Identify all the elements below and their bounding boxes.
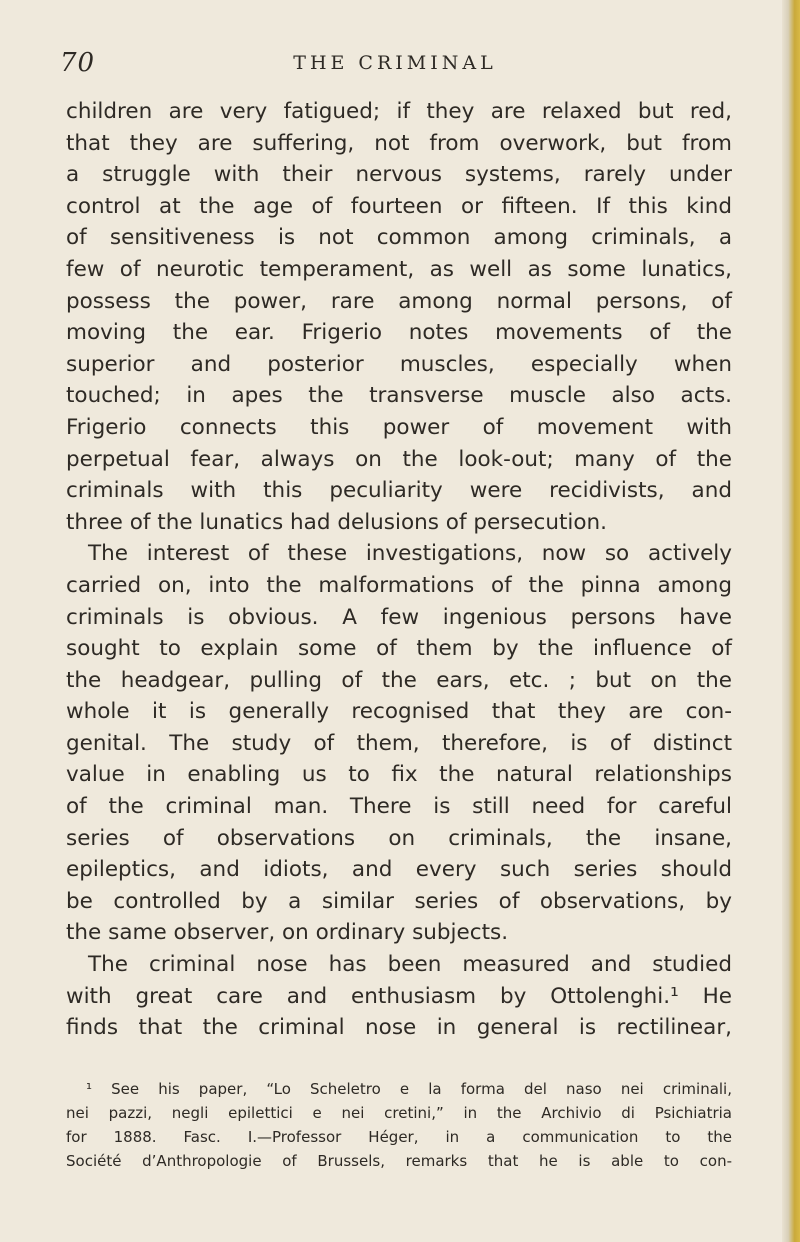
footnote-line: for 1888. Fasc. I.—Professor Héger, in a communication to the <box>66 1128 732 1146</box>
text-line: be controlled by a similar series of observations, by <box>66 888 732 914</box>
paragraph-start-line: The criminal nose has been measured and studied <box>88 952 732 978</box>
text-line: three of the lunatics had delusions of persecution. <box>66 509 607 535</box>
text-line: whole it is generally recognised that they are con- <box>66 699 732 725</box>
text-line: that they are suffering, not from overwork, but from <box>66 130 732 156</box>
text-line: a struggle with their nervous systems, rarely under <box>66 162 732 188</box>
text-line: Frigerio connects this power of movement with <box>66 414 732 440</box>
text-line: sought to explain some of them by the influence of <box>66 636 732 662</box>
footnote-line: nei pazzi, negli epilettici e nei cretini,” in the Archivio di Psichiatria <box>66 1104 732 1122</box>
footnote-line: Société d’Anthropologie of Brussels, remarks that he is able to con- <box>66 1152 732 1170</box>
text-line: superior and posterior muscles, especially when <box>66 351 732 377</box>
text-line: carried on, into the malformations of the pinna among <box>66 572 732 598</box>
text-line: criminals is obvious. A few ingenious persons have <box>66 604 732 630</box>
page-number: 70 <box>60 48 96 78</box>
footnotes <box>66 1077 732 1173</box>
text-line: moving the ear. Frigerio notes movements of the <box>66 320 732 346</box>
text-line: genital. The study of them, therefore, is of distinct <box>66 730 732 756</box>
text-line: epileptics, and idiots, and every such series should <box>66 857 732 883</box>
text-line: the same observer, on ordinary subjects. <box>66 920 509 946</box>
text-line: possess the power, rare among normal persons, of <box>66 288 732 314</box>
text-line: few of neurotic temperament, as well as some lunatics, <box>66 256 732 282</box>
running-title: THE CRIMINAL <box>293 52 497 74</box>
page-header <box>60 48 730 82</box>
text-line: finds that the criminal nose in general is rectilinear, <box>66 1015 732 1041</box>
paragraph-start-line: The interest of these investigations, now so actively <box>88 541 732 567</box>
text-line: perpetual fear, always on the look-out; many of the <box>66 446 732 472</box>
text-line: series of observations on criminals, the insane, <box>66 825 732 851</box>
text-line: value in enabling us to fix the natural relationships <box>66 762 732 788</box>
footnote-line: ¹ See his paper, “Lo Scheletro e la forma del naso nei criminali, <box>86 1080 732 1098</box>
text-line: children are very fatigued; if they are relaxed but red, <box>66 99 732 124</box>
text-line: control at the age of fourteen or fifteen. If this kind <box>66 193 732 219</box>
text-line: touched; in apes the transverse muscle also acts. <box>66 383 732 409</box>
page-edge <box>782 0 800 1242</box>
text-line: the headgear, pulling of the ears, etc. ; but on the <box>66 667 732 693</box>
text-line: of the criminal man. There is still need for careful <box>66 794 732 820</box>
text-line: criminals with this peculiarity were recidivists, and <box>66 478 732 504</box>
text-line: with great care and enthusiasm by Ottolenghi.¹ He <box>66 983 732 1009</box>
text-line: of sensitiveness is not common among criminals, a <box>66 225 732 251</box>
body-text <box>66 96 732 1044</box>
